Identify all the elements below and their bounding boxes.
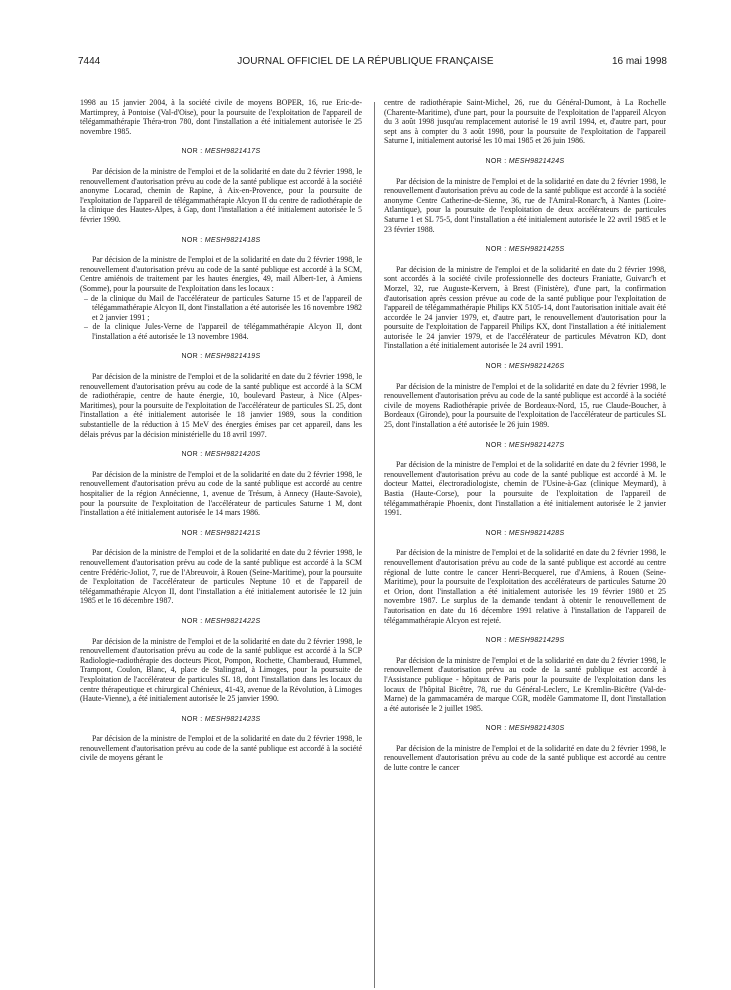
paragraph: 1998 au 15 janvier 2004, à la société civile de moyens BOPER, 16, rue Eric-de-Martimprey, à Pontoise (Val-d'Oise), pour la poursuite de l'exploitation de l'appareil de télégammathérapie Théra-tron 780, dont l'installation a été initialement autorisée le 25 novembre 1985.: [80, 98, 362, 136]
list-item: – de la clinique Jules-Verne de l'appareil de télégammathérapie Alcyon II, dont l'installation a été autorisée le 13 novembre 1984.: [84, 322, 362, 341]
nor-code: MESH9821423S: [204, 715, 261, 723]
paragraph: Par décision de la ministre de l'emploi et de la solidarité en date du 2 février 1998, le renouvellement d'autorisation prévu au code de la santé publique est accordé au centre régional de lutte contre le cancer Henri-Becquerel, rue d'Amiens, à Rouen (Seine-Maritime), pour la poursuite de l'exploitation des accélérateurs de particules Saturne 20 et Orion, dont l'installation a été initialement autorisée les 19 février 1980 et 25 novembre 1987. Le surplus de la demande tendant à obtenir le renouvellement de l'autorisation en date du 16 décembre 1991 relative à l'installation de l'appareil de télégammathérapie Alcyon est rejeté.: [384, 548, 666, 625]
nor-prefix: NOR :: [181, 236, 205, 244]
paragraph: Par décision de la ministre de l'emploi et de la solidarité en date du 2 février 1998, le renouvellement d'autorisation prévu au code de la santé publique est accordé à la société anonyme Locarad, chemin de Rapine, à Aix-en-Provence, pour la poursuite de l'exploitation de l'appareil de télégammathérapie Alcyon II du centre de radiothérapie de la clinique des Hautes-Alpes, à Gap, dont l'installation a été initialement autorisée le 5 février 1990.: [80, 166, 362, 224]
nor-code: MESH9821417S: [204, 148, 261, 156]
nor-code: MESH9821419S: [204, 353, 261, 361]
paragraph: Par décision de la ministre de l'emploi et de la solidarité en date du 2 février 1998, le renouvellement d'autorisation prévu au code de la santé publique est accordé à la société civile de moyens gérant le: [80, 734, 362, 763]
paragraph: Par décision de la ministre de l'emploi et de la solidarité en date du 2 février 1998, le renouvellement d'autorisation prévu au code de la santé publique est accordé à la société civile de moyens Radiothérapie privée de Bordeaux-Nord, 15, rue Claude-Boucher, à Bordeaux (Gironde), pour la poursuite de l'exploitation de l'accélérateur de particules SL 25, dont l'installation a été autorisée le 26 juin 1989.: [384, 381, 666, 430]
nor-prefix: NOR :: [485, 725, 509, 733]
nor-code: MESH9821427S: [508, 441, 565, 449]
location-list: [80, 294, 362, 342]
nor-prefix: NOR :: [485, 637, 509, 645]
nor-prefix: NOR :: [485, 441, 509, 449]
column-divider: [374, 102, 375, 988]
paragraph: Par décision de la ministre de l'emploi et de la solidarité en date du 2 février 1998, le renouvellement d'autorisation prévu au code de la santé publique est accordé au centre de lutte contre le cancer: [384, 743, 666, 773]
left-column: [80, 98, 362, 763]
nor-reference: [384, 441, 666, 451]
page-header: [0, 0, 731, 70]
paragraph: Par décision de la ministre de l'emploi et de la solidarité en date du 2 février 1998, le renouvellement d'autorisation prévu au code de la santé publique est accordé à la SCM de radiothérapie, centre de haute énergie, 10, boulevard Pasteur, à Nice (Alpes-Maritimes), pour la poursuite de l'exploitation de l'accélérateur de particules SL 25, dont l'installation a été initialement autorisée le 18 janvier 1989, sous la condition substantielle de la réduction à 15 MeV des énergies émises par cet appareil, dans les délais prévus par la décision ministérielle du 18 avril 1997.: [80, 372, 362, 439]
nor-code: MESH9821429S: [508, 637, 565, 645]
nor-prefix: NOR :: [181, 617, 205, 625]
nor-code: MESH9821428S: [508, 529, 565, 537]
nor-code: MESH9821424S: [508, 157, 565, 165]
nor-prefix: NOR :: [485, 363, 509, 371]
nor-reference: [80, 147, 362, 157]
nor-prefix: NOR :: [181, 353, 205, 361]
nor-reference: [384, 362, 666, 372]
paragraph: centre de radiothérapie Saint-Michel, 26, rue du Général-Dumont, à La Rochelle (Charente-Maritime), d'une part, pour la poursuite de l'exploitation de l'appareil Alcyon du 3 août 1998 jusqu'au remplacement autorisé le 19 avril 1994, et, d'autre part, pour sept ans à compter du 3 août 1998, pour la poursuite de l'exploitation de l'appareil Saturne I, initialement autorisé les 10 mai 1985 et 26 juin 1986.: [384, 98, 666, 146]
nor-code: MESH9821422S: [204, 617, 261, 625]
nor-prefix: NOR :: [485, 157, 509, 165]
nor-reference: [384, 529, 666, 539]
nor-code: MESH9821425S: [508, 246, 565, 254]
paragraph: Par décision de la ministre de l'emploi et de la solidarité en date du 2 février 1998, le renouvellement d'autorisation prévu au code de la santé publique est accordé à M. le docteur Mattei, électroradiologiste, chemin de l'Usine-à-Gaz (clinique Meymard), à Bastia (Haute-Corse), pour la poursuite de l'exploitation de l'appareil de télégammathérapie Phoenix, dont l'installation a été initialement autorisée le 2 janvier 1991.: [384, 460, 666, 518]
nor-reference: [80, 529, 362, 539]
right-column: [384, 98, 666, 773]
paragraph: Par décision de la ministre de l'emploi et de la solidarité en date du 2 février 1998, le renouvellement d'autorisation prévu au code de la santé publique est accordé au centre hospitalier de la région Annécienne, 1, avenue de Trésum, à Annecy (Haute-Savoie), pour la poursuite de l'exploitation de l'accélérateur de particules Saturne 1 M, dont l'installation a été initialement autorisée le 14 mars 1986.: [80, 469, 362, 518]
nor-code: MESH9821430S: [508, 725, 565, 733]
nor-prefix: NOR :: [485, 529, 509, 537]
nor-reference: [80, 236, 362, 246]
nor-prefix: NOR :: [181, 529, 205, 537]
paragraph: Par décision de la ministre de l'emploi et de la solidarité en date du 2 février 1998, le renouvellement d'autorisation prévu au code de la santé publique est accordé à la société anonyme Centre Catherine-de-Sienne, 36, rue de l'Amiral-Ronarc'h, à Nantes (Loire-Atlantique), pour la poursuite de l'exploitation de deux accélérateurs de particules Saturne 1 et SL 75-5, dont l'installation a été initialement autorisée le 22 avril 1985 et le 23 février 1988.: [384, 176, 666, 234]
issue-date: 16 mai 1998: [611, 56, 667, 67]
nor-code: MESH9821421S: [204, 529, 261, 537]
nor-prefix: NOR :: [181, 148, 205, 156]
nor-reference: [384, 724, 666, 734]
paragraph: Par décision de la ministre de l'emploi et de la solidarité en date du 2 février 1998, sont accordés à la société civile professionnelle des docteurs Franiatte, Guivarc'h et Morzel, 32, rue Auguste-Kervern, à Brest (Finistère), d'une part, la confirmation d'autorisation après cession prévue au code de la santé publique pour l'exploitation de l'appareil de télégammathérapie Philips KX 5105-14, dont l'autorisation initiale avait été accordée le 24 janvier 1979, et, d'autre part, le renouvellement d'autorisation pour la poursuite de l'exploitation de l'appareil Philips KX, dont l'installation a été initialement autorisée le 24 janvier 1979, et de l'accélérateur de particules Mévatron KD, dont l'installation a été initialement autorisée le 24 avril 1991.: [384, 264, 666, 351]
nor-reference: [384, 245, 666, 255]
page-number: 7444: [78, 56, 101, 67]
nor-reference: [80, 450, 362, 460]
journal-title: JOURNAL OFFICIEL DE LA RÉPUBLIQUE FRANÇAISE: [237, 56, 494, 67]
nor-reference: [384, 157, 666, 167]
paragraph: Par décision de la ministre de l'emploi et de la solidarité en date du 2 février 1998, le renouvellement d'autorisation prévu au code de la santé publique est accordé à l'Assistance publique - hôpitaux de Paris pour la poursuite de l'exploitation dans les locaux de l'hôpital Bicêtre, 78, rue du Général-Leclerc, Le Kremlin-Bicêtre (Val-de-Marne) de la gammacaméra de marque CGR, modèle Gammatome II, dont l'installation a été autorisée le 2 juillet 1985.: [384, 655, 666, 713]
nor-code: MESH9821418S: [204, 236, 261, 244]
nor-prefix: NOR :: [181, 451, 205, 459]
paragraph: Par décision de la ministre de l'emploi et de la solidarité en date du 2 février 1998, le renouvellement d'autorisation prévu au code de la santé publique est accordé à la SCP Radiologie-radiothérapie des docteurs Picot, Pompon, Rochette, Chamberaud, Hummel, Trampont, Coulon, Blanc, 4, place de Stalingrad, à Limoges, pour la poursuite de l'exploitation de l'accélérateur de particules SL 18, dont l'installation dans les locaux du centre thérapeutique et chirurgical Chénieux, 41-43, avenue de la Révolution, à Limoges (Haute-Vienne), a été initialement autorisée le 25 janvier 1990.: [80, 636, 362, 704]
nor-code: MESH9821420S: [204, 451, 261, 459]
nor-reference: [80, 617, 362, 627]
list-item: – de la clinique du Mail de l'accélérateur de particules Saturne 15 et de l'appareil de télégammathérapie Alcyon II, dont l'installation a été autorisée les 16 novembre 1982 et 2 janvier 1991 ;: [84, 293, 362, 322]
nor-prefix: NOR :: [181, 715, 205, 723]
nor-reference: [80, 715, 362, 725]
paragraph: Par décision de la ministre de l'emploi et de la solidarité en date du 2 février 1998, le renouvellement d'autorisation prévu au code de la santé publique est accordé à la SCM centre Frédéric-Joliot, 7, rue de l'Abreuvoir, à Rouen (Seine-Maritime), pour la poursuite de l'exploitation de l'accélérateur de particules Neptune 10 et de l'appareil de télégammathérapie Alcyon II, dont l'installation a été initialement autorisée le 12 juin 1985 et le 16 décembre 1987.: [80, 548, 362, 606]
nor-prefix: NOR :: [485, 246, 509, 254]
paragraph: Par décision de la ministre de l'emploi et de la solidarité en date du 2 février 1998, le renouvellement d'autorisation prévu au code de la santé publique est accordé à la SCM, Centre amiénois de traitement par les hautes énergies, 49, mail Albert-1er, à Amiens (Somme), pour la poursuite de l'exploitation dans les locaux :: [80, 255, 362, 293]
nor-code: MESH9821426S: [508, 363, 565, 371]
nor-reference: [80, 352, 362, 362]
nor-reference: [384, 636, 666, 646]
